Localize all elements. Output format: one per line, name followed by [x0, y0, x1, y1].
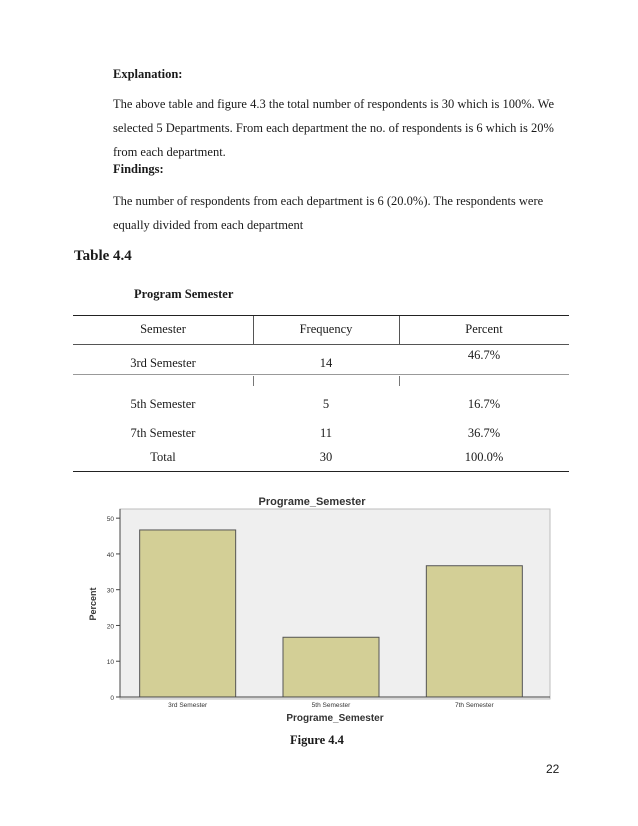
y-tick-label: 10 — [106, 659, 114, 667]
y-axis — [107, 509, 120, 702]
figure-caption: Figure 4.4 — [290, 733, 344, 747]
percent-cell: 100.0% — [464, 450, 504, 464]
frequency-cell: 30 — [319, 450, 333, 464]
row-rule — [73, 374, 569, 375]
explanation-paragraph — [113, 92, 583, 164]
page-number: 22 — [546, 762, 560, 776]
chart-title: Programe_Semester — [258, 496, 366, 508]
column-tick — [399, 376, 400, 386]
semester-cell: 5th Semester — [130, 397, 196, 411]
findings-line: The number of respondents from each department is 6 (20.0%). The respondents were — [113, 194, 544, 208]
frequency-cell: 11 — [319, 426, 333, 440]
explanation-heading: Explanation: — [113, 67, 183, 81]
y-axis-label: Percent — [88, 587, 98, 621]
frequency-cell: 14 — [319, 356, 333, 370]
header-cell: Percent — [465, 322, 503, 336]
explanation-line: from each department. — [113, 145, 226, 159]
findings-line: equally divided from each department — [113, 218, 304, 232]
bar-5th-semester — [283, 637, 379, 697]
table-label: Table 4.4 — [74, 248, 132, 264]
y-tick-label: 20 — [106, 623, 114, 631]
semester-cell: 3rd Semester — [130, 356, 196, 370]
bar-7th-semester — [426, 566, 522, 697]
header-cell: Frequency — [299, 322, 353, 336]
x-tick-label: 3rd Semester — [168, 702, 208, 709]
explanation-line: selected 5 Departments. From each department the no. of respondents is 6 which is 20% — [113, 121, 554, 135]
semester-cell: Total — [150, 450, 176, 464]
percent-cell: 36.7% — [467, 426, 501, 440]
percent-cell: 16.7% — [467, 397, 501, 411]
y-tick-label: 0 — [110, 695, 114, 702]
findings-paragraph — [113, 189, 583, 237]
bar-chart — [76, 492, 556, 727]
header-cell: Semester — [140, 322, 186, 336]
y-tick-label: 30 — [106, 587, 114, 595]
findings-heading: Findings: — [113, 162, 164, 176]
x-axis-label: Programe_Semester — [286, 713, 384, 724]
percent-cell: 46.7% — [467, 348, 501, 362]
bar-3rd-semester — [140, 530, 236, 697]
frequency-table — [73, 315, 569, 472]
header-rule — [73, 344, 569, 345]
y-tick-label: 40 — [106, 551, 114, 559]
semester-cell: 7th Semester — [130, 426, 196, 440]
y-tick-label: 50 — [106, 516, 114, 524]
column-tick — [253, 376, 254, 386]
table-title: Program Semester — [134, 287, 234, 301]
x-tick-label: 7th Semester — [454, 702, 494, 709]
explanation-line: The above table and figure 4.3 the total number of respondents is 30 which is 100%. We — [113, 97, 555, 111]
x-tick-label: 5th Semester — [311, 702, 351, 709]
frequency-cell: 5 — [322, 397, 330, 411]
